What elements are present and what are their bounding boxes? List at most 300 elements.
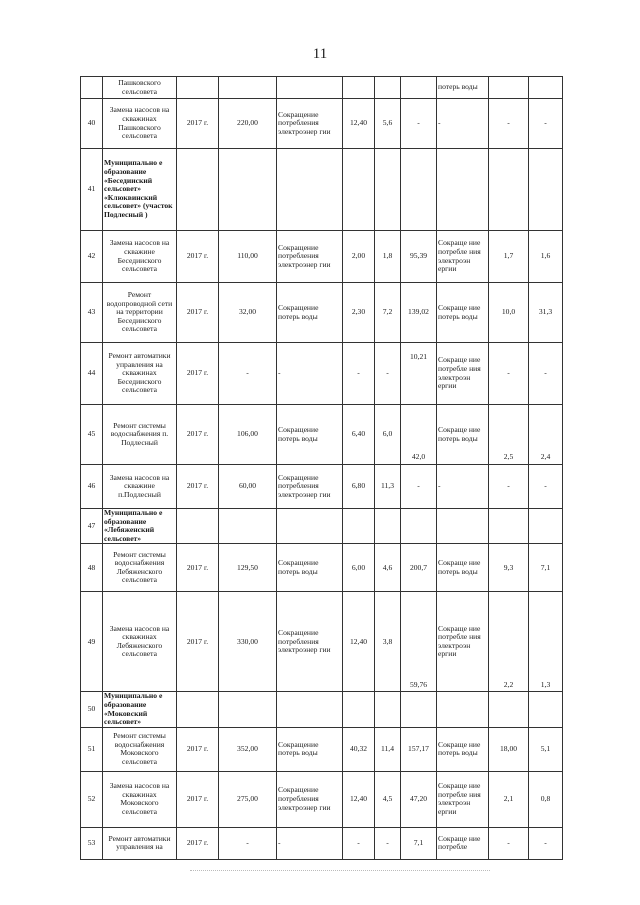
cell-text: 43 (87, 307, 96, 317)
cell-g (529, 544, 563, 592)
cell-b (375, 509, 401, 544)
cell-f (489, 149, 529, 231)
cell-text: - (438, 481, 441, 491)
cell-year (177, 692, 219, 727)
cell-a (343, 283, 375, 343)
cell-text: Муниципально е образование «Лебяженский сельсовет» (104, 508, 163, 543)
cell-effect (277, 231, 343, 283)
cell-e (437, 283, 489, 343)
cell-text: 51 (87, 743, 96, 753)
cell-text: 11,4 (380, 743, 394, 753)
cell-text: Сокращение потребления электроэнер гии (278, 472, 331, 499)
cell-a (343, 405, 375, 465)
cell-g (529, 592, 563, 692)
cell-text: Сокраще ние потерь воды (438, 558, 481, 576)
cell-cost (219, 692, 277, 727)
cell-f (489, 509, 529, 544)
cell-b (375, 827, 401, 859)
cell-a (343, 231, 375, 283)
cell-num (81, 592, 103, 692)
cell-text: 7,2 (382, 307, 393, 317)
cell-text: 1,8 (382, 251, 393, 261)
cell-c (401, 283, 437, 343)
cell-f (489, 231, 529, 283)
cell-text: - (386, 368, 389, 378)
cell-num (81, 544, 103, 592)
cell-text: Сокраще ние потребле ния электроэн ергии (438, 238, 481, 274)
cell-effect (277, 283, 343, 343)
cell-text: 53 (87, 837, 96, 847)
cell-name (103, 77, 177, 99)
cell-text: 2017 г. (186, 368, 209, 378)
cell-b (375, 544, 401, 592)
cell-a (343, 77, 375, 99)
cell-year (177, 149, 219, 231)
cell-g (529, 727, 563, 771)
cell-e (437, 231, 489, 283)
cell-text: 157,17 (408, 743, 429, 753)
cell-f (489, 827, 529, 859)
cell-b (375, 283, 401, 343)
measures-table (80, 76, 563, 860)
cell-f (489, 283, 529, 343)
cell-e (437, 149, 489, 231)
cell-text: - (544, 481, 547, 491)
cell-name (103, 692, 177, 727)
cell-num (81, 231, 103, 283)
cell-g (529, 827, 563, 859)
cell-text: 60,00 (238, 481, 257, 491)
cell-a (343, 692, 375, 727)
table-row (81, 827, 563, 859)
cell-text: - (544, 118, 547, 128)
cell-text: Сокращение потерь воды (278, 424, 319, 443)
cell-text: Ремонт системы водоснабжения п. Подлесный (110, 420, 169, 447)
cell-name (103, 465, 177, 509)
cell-name (103, 592, 177, 692)
cell-text: Сокращение потребления электроэнер гии (278, 785, 331, 812)
cell-num (81, 149, 103, 231)
cell-c (401, 99, 437, 149)
cell-text: 2,30 (351, 307, 366, 317)
cell-text: Муниципально е образование «Беседииский сельсовет» «Клюквинский сельсовет» (участок Подлесный ) (104, 158, 173, 219)
cell-name (103, 405, 177, 465)
cell-text: Сокраще ние потребле ния электроэн ергии (438, 781, 481, 816)
cell-effect (277, 99, 343, 149)
cell-b (375, 405, 401, 465)
cell-g (529, 231, 563, 283)
cell-e (437, 727, 489, 771)
cell-name (103, 231, 177, 283)
table-row (81, 231, 563, 283)
cell-cost (219, 771, 277, 827)
cell-a (343, 771, 375, 827)
cell-text: Замена насосов на скважинах Лебяженского сельсовета (109, 623, 170, 659)
cell-year (177, 405, 219, 465)
cell-text: 45 (87, 429, 96, 439)
cell-text: 2017 г. (186, 837, 209, 847)
cell-text: Замена насосов на скважине п.Подлесный (109, 472, 170, 499)
cell-f (489, 544, 529, 592)
cell-text: 6,40 (351, 429, 366, 439)
cell-c (401, 827, 437, 859)
table-row (81, 149, 563, 231)
cell-c (401, 592, 437, 692)
cell-text: 2017 г. (186, 636, 209, 646)
cell-text: 18,00 (499, 743, 518, 753)
cell-c (401, 692, 437, 727)
cell-g (529, 283, 563, 343)
cell-text: 9,3 (503, 562, 514, 572)
cell-c (401, 509, 437, 544)
cell-text: Ремонт автоматики управления на скважинах Беседииского сельсовета (108, 351, 171, 395)
cell-text: 275,00 (237, 793, 258, 803)
cell-effect (277, 692, 343, 727)
cell-e (437, 77, 489, 99)
cell-cost (219, 283, 277, 343)
cell-cost (219, 727, 277, 771)
cell-c (401, 771, 437, 827)
cell-year (177, 827, 219, 859)
cell-cost (219, 465, 277, 509)
cell-text: Сокращение потребления электроэнер гии (278, 627, 331, 655)
cell-num (81, 827, 103, 859)
cell-text: 46 (87, 481, 96, 491)
cell-effect (277, 405, 343, 465)
cell-num (81, 727, 103, 771)
cell-effect (277, 149, 343, 231)
cell-f (489, 77, 529, 99)
cell-text: Сокраще ние потребле ния электроэн ергии (438, 623, 481, 659)
cell-text: - (278, 368, 281, 378)
cell-text: 2,2 (503, 679, 514, 689)
cell-text: 52 (87, 793, 96, 803)
cell-c (401, 149, 437, 231)
cell-g (529, 77, 563, 99)
cell-name (103, 727, 177, 771)
cell-text: 2,5 (503, 452, 514, 462)
cell-f (489, 771, 529, 827)
cell-text: потерь воды (438, 82, 478, 92)
cell-text: Сокращение потребления электроэнер гии (278, 109, 331, 136)
table-row (81, 343, 563, 405)
cell-g (529, 465, 563, 509)
cell-name (103, 283, 177, 343)
cell-text: 4,6 (382, 562, 393, 572)
cell-text: Замена насосов на скважинах Пашковского сельсовета (109, 105, 170, 141)
cell-effect (277, 771, 343, 827)
cell-c (401, 343, 437, 405)
cell-effect (277, 592, 343, 692)
cell-text: 2,4 (540, 452, 551, 462)
cell-text: - (246, 368, 249, 378)
cell-b (375, 99, 401, 149)
cell-text: 5,6 (382, 118, 393, 128)
cell-text: 6,00 (351, 562, 366, 572)
cell-a (343, 99, 375, 149)
cell-effect (277, 727, 343, 771)
cell-text: 59,76 (409, 679, 428, 689)
cell-text: 200,7 (409, 562, 428, 572)
cell-effect (277, 465, 343, 509)
cell-b (375, 343, 401, 405)
cell-effect (277, 343, 343, 405)
cell-text: - (544, 837, 547, 847)
cell-num (81, 283, 103, 343)
cell-cost (219, 149, 277, 231)
cell-a (343, 149, 375, 231)
cell-text: 2017 г. (186, 562, 209, 572)
cell-name (103, 149, 177, 231)
cell-b (375, 692, 401, 727)
cell-text: - (278, 837, 281, 847)
footer-rule (190, 870, 490, 871)
cell-year (177, 771, 219, 827)
cell-year (177, 99, 219, 149)
table-row (81, 77, 563, 99)
cell-num (81, 77, 103, 99)
cell-cost (219, 343, 277, 405)
cell-text: - (507, 118, 510, 128)
table-row (81, 544, 563, 592)
cell-text: Ремонт водопроводной сети на территории Беседииского сельсовета (106, 290, 173, 334)
cell-text: 10,0 (501, 307, 516, 317)
cell-text: 11,3 (380, 481, 394, 491)
cell-text: 7,1 (413, 837, 424, 847)
cell-year (177, 283, 219, 343)
cell-name (103, 771, 177, 827)
table-row (81, 99, 563, 149)
cell-text: 31,3 (538, 307, 553, 317)
cell-text: 12,40 (349, 636, 368, 646)
cell-year (177, 592, 219, 692)
cell-text: 2017 г. (186, 743, 209, 753)
cell-text: 42 (87, 251, 96, 261)
cell-text: Сокращение потребления электроэнер гии (278, 242, 331, 269)
cell-cost (219, 231, 277, 283)
cell-c (401, 544, 437, 592)
cell-f (489, 405, 529, 465)
cell-text: 0,8 (540, 793, 551, 803)
table-row (81, 592, 563, 692)
cell-text: 10,21 (409, 352, 428, 361)
cell-c (401, 727, 437, 771)
cell-year (177, 727, 219, 771)
cell-text: 2,1 (503, 793, 514, 803)
cell-name (103, 544, 177, 592)
cell-text: - (357, 837, 360, 847)
cell-text: 40,32 (349, 743, 368, 753)
cell-g (529, 149, 563, 231)
cell-text: Ремонт автоматики управления на (108, 833, 171, 852)
cell-text: 2017 г. (186, 118, 209, 128)
cell-f (489, 465, 529, 509)
cell-text: 49 (87, 636, 96, 646)
cell-text: Сокраще ние потребле (438, 833, 481, 852)
cell-num (81, 343, 103, 405)
cell-a (343, 509, 375, 544)
cell-year (177, 509, 219, 544)
cell-a (343, 827, 375, 859)
cell-text: 7,1 (540, 562, 551, 572)
cell-text: Сокраще ние потребле ния электроэн ергии (438, 355, 481, 391)
cell-c (401, 405, 437, 465)
cell-text: 48 (87, 562, 96, 572)
cell-e (437, 771, 489, 827)
cell-cost (219, 592, 277, 692)
cell-cost (219, 827, 277, 859)
cell-num (81, 509, 103, 544)
cell-text: - (438, 118, 441, 128)
cell-cost (219, 99, 277, 149)
table-row (81, 509, 563, 544)
cell-text: - (544, 368, 547, 378)
cell-e (437, 592, 489, 692)
table-row (81, 692, 563, 727)
cell-text: Сокраще ние потерь воды (438, 424, 481, 443)
cell-text: - (246, 837, 249, 847)
cell-e (437, 692, 489, 727)
cell-a (343, 727, 375, 771)
cell-text: 44 (87, 368, 96, 378)
cell-e (437, 405, 489, 465)
cell-c (401, 77, 437, 99)
cell-text: 2017 г. (186, 481, 209, 491)
cell-g (529, 405, 563, 465)
cell-text: 47 (87, 520, 96, 530)
cell-g (529, 509, 563, 544)
cell-text: 3,8 (382, 636, 393, 646)
cell-text: 2017 г. (186, 251, 209, 261)
page-number: 11 (312, 46, 328, 62)
cell-text: Сокраще ние потерь воды (438, 739, 481, 758)
cell-text: 129,50 (237, 562, 258, 572)
cell-text: - (386, 837, 389, 847)
cell-year (177, 465, 219, 509)
cell-g (529, 692, 563, 727)
table-row (81, 405, 563, 465)
cell-e (437, 544, 489, 592)
cell-text: 1,6 (540, 251, 551, 261)
cell-text: 32,00 (238, 307, 257, 317)
cell-text: 4,5 (382, 793, 393, 803)
cell-effect (277, 509, 343, 544)
cell-year (177, 544, 219, 592)
cell-text: 2,00 (351, 251, 366, 261)
cell-text: 47,20 (409, 793, 428, 803)
cell-cost (219, 405, 277, 465)
cell-text: 2017 г. (186, 307, 209, 317)
table-row (81, 771, 563, 827)
cell-num (81, 99, 103, 149)
table-row (81, 283, 563, 343)
cell-text: 6,80 (351, 481, 366, 491)
cell-text: - (357, 368, 360, 378)
cell-e (437, 343, 489, 405)
cell-year (177, 343, 219, 405)
cell-cost (219, 544, 277, 592)
cell-b (375, 231, 401, 283)
cell-text: 1,3 (540, 679, 551, 689)
cell-effect (277, 77, 343, 99)
cell-text: 50 (87, 704, 96, 714)
cell-b (375, 77, 401, 99)
table-row (81, 465, 563, 509)
cell-b (375, 727, 401, 771)
cell-text: 12,40 (349, 793, 368, 803)
cell-c (401, 465, 437, 509)
cell-text: 40 (87, 118, 96, 128)
cell-text: - (507, 368, 510, 378)
cell-a (343, 544, 375, 592)
cell-f (489, 727, 529, 771)
cell-year (177, 231, 219, 283)
cell-text: 6,0 (382, 429, 393, 439)
cell-year (177, 77, 219, 99)
cell-text: 95,39 (409, 251, 428, 261)
cell-text: Пашковского сельсовета (118, 77, 161, 96)
cell-f (489, 592, 529, 692)
cell-text: 352,00 (237, 743, 258, 753)
cell-text: 5,1 (540, 743, 551, 753)
cell-f (489, 343, 529, 405)
cell-text: 110,00 (237, 251, 258, 261)
cell-text: Муниципально е образование «Моковский сельсовет» (104, 691, 163, 727)
cell-text: Сокращение потерь воды (278, 739, 319, 758)
cell-b (375, 149, 401, 231)
cell-text: 42,0 (411, 452, 426, 462)
cell-effect (277, 827, 343, 859)
cell-num (81, 692, 103, 727)
cell-name (103, 99, 177, 149)
cell-text: Сокраще ние потерь воды (438, 302, 481, 321)
cell-b (375, 771, 401, 827)
cell-num (81, 465, 103, 509)
cell-a (343, 343, 375, 405)
cell-cost (219, 509, 277, 544)
cell-text: 1,7 (503, 251, 514, 261)
cell-g (529, 771, 563, 827)
cell-text: Замена насосов на скважине Беседииского сельсовета (109, 238, 170, 274)
cell-b (375, 592, 401, 692)
cell-g (529, 343, 563, 405)
cell-text: 2017 г. (186, 793, 209, 803)
cell-cost (219, 77, 277, 99)
cell-text: 2017 г. (186, 429, 209, 439)
cell-num (81, 771, 103, 827)
cell-text: 12,40 (349, 118, 368, 128)
cell-b (375, 465, 401, 509)
cell-text: Замена насосов на скважинах Моковского сельсовета (109, 781, 170, 816)
cell-text: Ремонт системы водоснабжения Моковского сельсовета (113, 731, 166, 766)
cell-text: 41 (87, 184, 96, 194)
cell-e (437, 465, 489, 509)
cell-c (401, 231, 437, 283)
cell-e (437, 99, 489, 149)
cell-e (437, 509, 489, 544)
cell-text: - (507, 481, 510, 491)
cell-text: 220,00 (237, 118, 258, 128)
cell-text: Сокращение потерь воды (278, 558, 319, 576)
cell-f (489, 692, 529, 727)
cell-text: - (417, 118, 420, 128)
cell-name (103, 343, 177, 405)
cell-e (437, 827, 489, 859)
cell-text: 139,02 (408, 307, 429, 317)
cell-text: - (507, 837, 510, 847)
cell-g (529, 99, 563, 149)
cell-effect (277, 544, 343, 592)
